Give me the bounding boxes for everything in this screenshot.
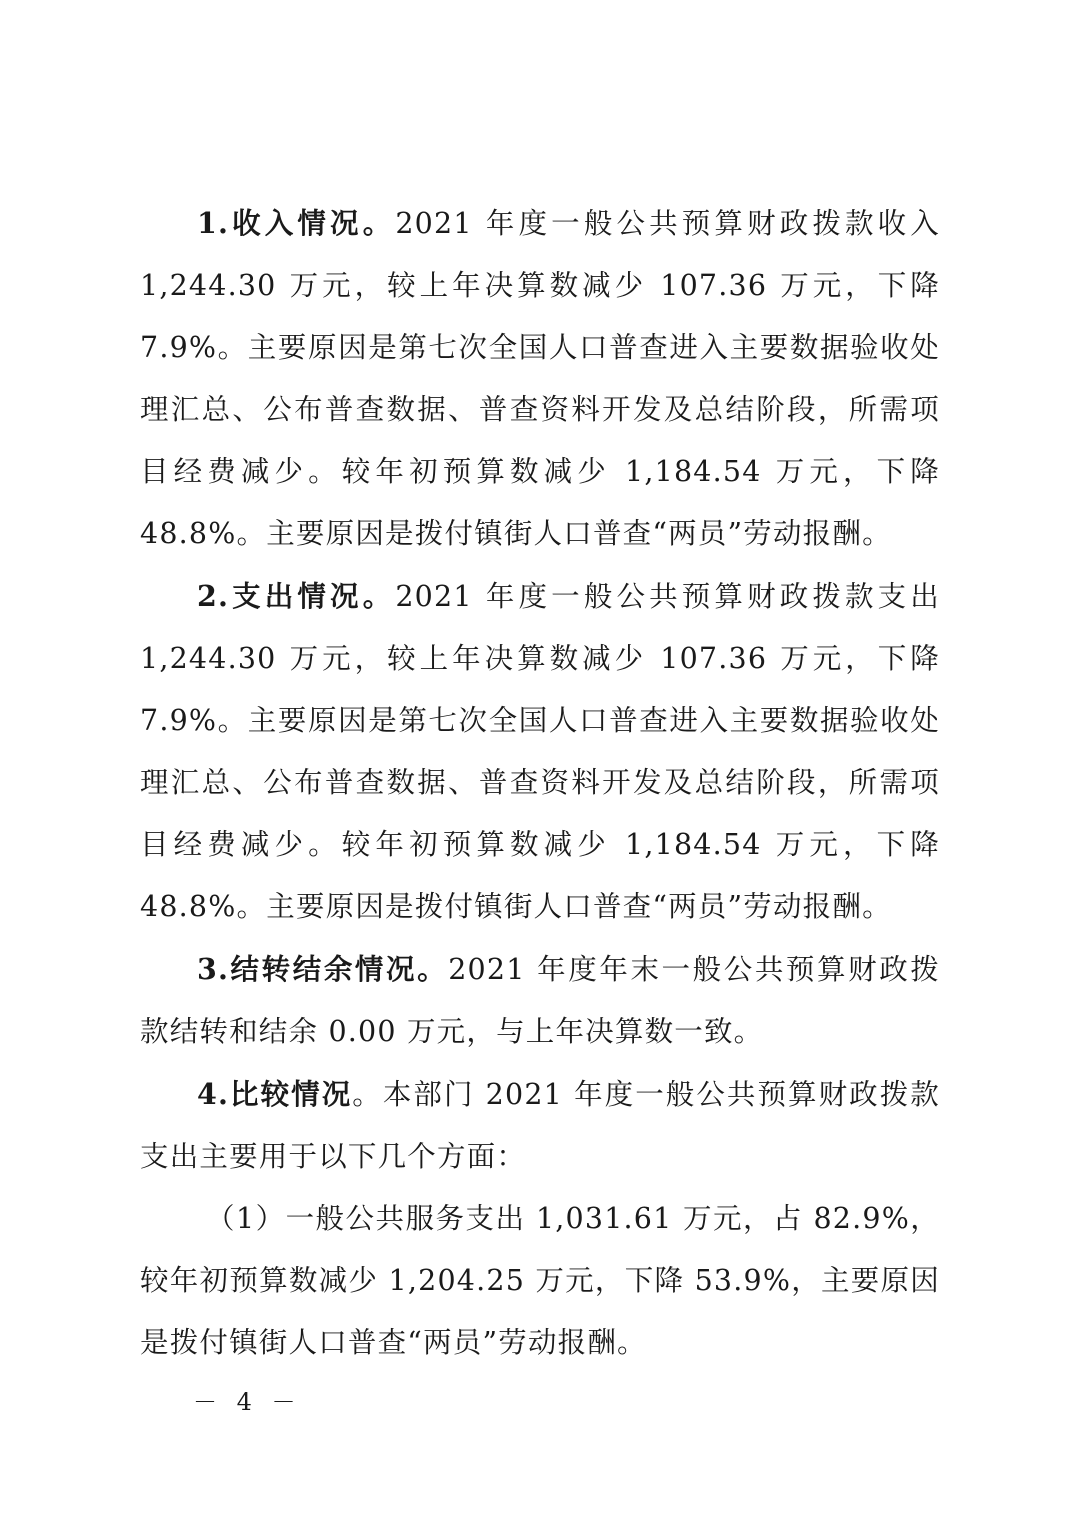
document-body — [140, 192, 940, 1374]
paragraph-text: 。本部门 2021 年度一般公共预算财政拨款支出主要用于以下几个方面： — [140, 1078, 941, 1173]
paragraph-expenditure — [140, 565, 940, 938]
paragraph-general-services — [140, 1188, 940, 1374]
paragraph-heading: 4.比较情况 — [197, 1077, 353, 1111]
paragraph-heading: 3.结转结余情况。 — [197, 952, 449, 986]
paragraph-text: （1）一般公共服务支出 1,031.61 万元，占 82.9%，较年初预算数减少 1,204.25 万元，下降 53.9%，主要原因是拨付镇街人口普查“两员”劳动报酬。 — [140, 1202, 940, 1359]
paragraph-carryover — [140, 938, 940, 1063]
paragraph-text: 2021 年度一般公共预算财政拨款收入 1,244.30 万元，较上年决算数减少 107.36 万元，下降 7.9%。主要原因是第七次全国人口普查进入主要数据验收处理汇总、公布普查数据、普查资料开发及总结阶段，所需项目经费减少。较年初预算数减少 1,184.54 万元，下降 48.8%。主要原因是拨付镇街人口普查“两员”劳动报酬。 — [140, 207, 941, 550]
paragraph-text: 2021 年度一般公共预算财政拨款支出 1,244.30 万元，较上年决算数减少 107.36 万元，下降 7.9%。主要原因是第七次全国人口普查进入主要数据验收处理汇总、公布普查数据、普查资料开发及总结阶段，所需项目经费减少。较年初预算数减少 1,184.54 万元，下降 48.8%。主要原因是拨付镇街人口普查“两员”劳动报酬。 — [140, 580, 941, 923]
paragraph-heading: 1.收入情况。 — [197, 206, 396, 240]
paragraph-heading: 2.支出情况。 — [197, 579, 396, 613]
paragraph-text: 2021 年度年末一般公共预算财政拨款结转和结余 0.00 万元，与上年决算数一致。 — [140, 953, 940, 1048]
paragraph-comparison — [140, 1063, 940, 1188]
page-number: － 4 － — [193, 1388, 302, 1416]
paragraph-income — [140, 192, 940, 565]
